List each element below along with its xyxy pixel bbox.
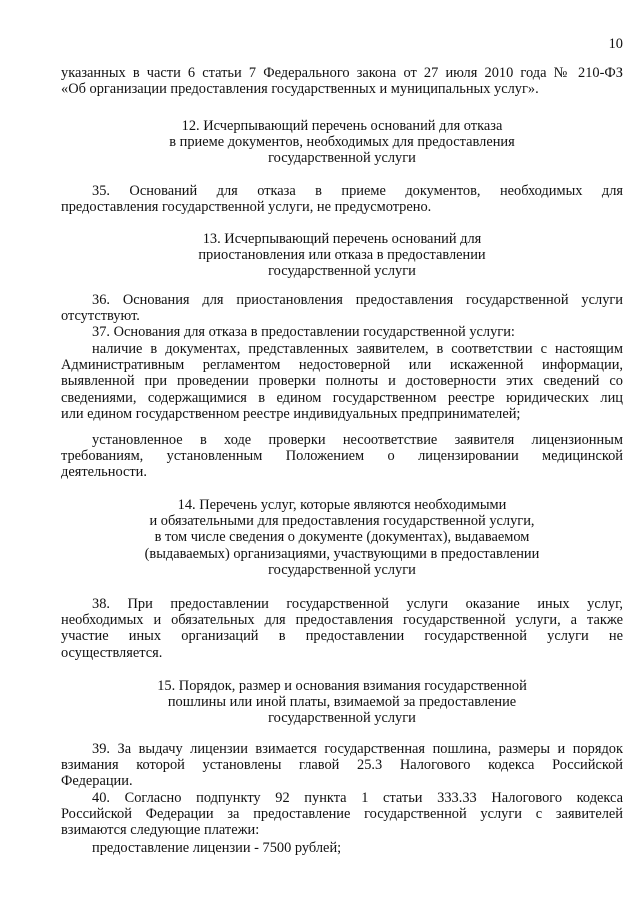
p39-line-3: Федерации. — [61, 773, 133, 790]
p37a-line-3: выявленной при проведении проверки полноты и достоверности этих сведений со — [61, 373, 623, 390]
paragraph-37-item-2 — [61, 432, 623, 481]
section-12-line-1: 12. Исчерпывающий перечень оснований для отказа — [181, 118, 503, 134]
section-15-line-3: государственной услуги — [268, 710, 416, 727]
section-13-line-3: государственной услуги — [268, 263, 416, 280]
p38-line-2: необходимых и обязательных для предоставления государственной услуги, а также — [61, 612, 623, 629]
section-12-line-3: государственной услуги — [268, 150, 416, 167]
paragraph-38 — [61, 596, 623, 661]
p40-line-2: Российской Федерации за предоставление государственной услуги с заявителей — [61, 806, 623, 823]
p37a-line-1: наличие в документах, представленных заявителем, в соответствии с настоящим — [92, 341, 623, 357]
page-number: 10 — [608, 36, 623, 52]
section-15-line-1: 15. Порядок, размер и основания взимания государственной — [157, 678, 527, 694]
paragraph-40-item-1 — [92, 840, 623, 856]
p40-line-1: 40. Согласно подпункту 92 пункта 1 статьи 333.33 Налогового кодекса — [92, 790, 623, 806]
section-15-line-2: пошлины или иной платы, взимаемой за предоставление — [167, 694, 517, 711]
intro-paragraph — [61, 65, 623, 97]
p37b-line-1: установленное в ходе проверки несоответствие заявителя лицензионным — [92, 432, 623, 448]
p38-line-4: осуществляется. — [61, 644, 163, 661]
paragraph-37-item-1 — [61, 341, 623, 422]
p35-line-2: предоставления государственной услуги, не предусмотрено. — [61, 199, 432, 216]
p36-line-1: 36. Основания для приостановления предоставления государственной услуги — [92, 292, 623, 308]
section-15-heading — [61, 678, 623, 727]
section-14-line-4: (выдаваемых) организациями, участвующими в предоставлении — [144, 545, 540, 562]
p40a-text: предоставление лицензии - 7500 рублей; — [92, 840, 342, 856]
section-14-line-2: и обязательными для предоставления государственной услуги, — [149, 513, 535, 530]
p39-line-2: взимания которой установлены главой 25.3 Налогового кодекса Российской — [61, 757, 623, 774]
p37-text: 37. Основания для отказа в предоставлении государственной услуги: — [92, 324, 515, 340]
paragraph-35 — [61, 183, 623, 215]
p37a-line-5: или едином государственном реестре индивидуальных предпринимателей; — [61, 405, 521, 422]
section-13-line-1: 13. Исчерпывающий перечень оснований для — [202, 231, 482, 247]
intro-line-1: указанных в части 6 статьи 7 Федерального закона от 27 июля 2010 года № 210-ФЗ — [61, 65, 623, 81]
p40-line-3: взимаются следующие платежи: — [61, 822, 260, 839]
section-14-heading — [61, 497, 623, 578]
p37a-line-2: Административным регламентом недостоверной или искаженной информации, — [61, 357, 623, 374]
p38-line-1: 38. При предоставлении государственной услуги оказание иных услуг, — [92, 596, 623, 612]
p37b-line-2: требованиям, установленным Положением о лицензировании медицинской — [61, 448, 623, 465]
section-14-line-3: в том числе сведения о документе (документах), выдаваемом — [154, 529, 530, 546]
paragraph-40 — [61, 790, 623, 839]
paragraph-36 — [61, 292, 623, 324]
p38-line-3: участие иных организаций в предоставлении государственной услуги не — [61, 628, 623, 645]
p37a-line-4: сведениями, содержащимися в едином государственном реестре юридических лиц — [61, 389, 623, 406]
section-14-line-1: 14. Перечень услуг, которые являются необходимыми — [177, 497, 507, 513]
p37b-line-3: деятельности. — [61, 464, 147, 481]
section-12-heading — [61, 118, 623, 167]
section-13-heading — [61, 231, 623, 280]
section-13-line-2: приостановления или отказа в предоставлении — [198, 247, 486, 264]
paragraph-39 — [61, 741, 623, 790]
p35-line-1: 35. Оснований для отказа в приеме документов, необходимых для — [92, 183, 623, 199]
intro-line-2: «Об организации предоставления государственных и муниципальных услуг». — [61, 81, 539, 98]
section-12-line-2: в приеме документов, необходимых для предоставления — [169, 134, 515, 151]
section-14-line-5: государственной услуги — [268, 561, 416, 578]
paragraph-37 — [92, 324, 623, 340]
p39-line-1: 39. За выдачу лицензии взимается государственная пошлина, размеры и порядок — [92, 741, 623, 757]
p36-line-2: отсутствуют. — [61, 308, 140, 325]
